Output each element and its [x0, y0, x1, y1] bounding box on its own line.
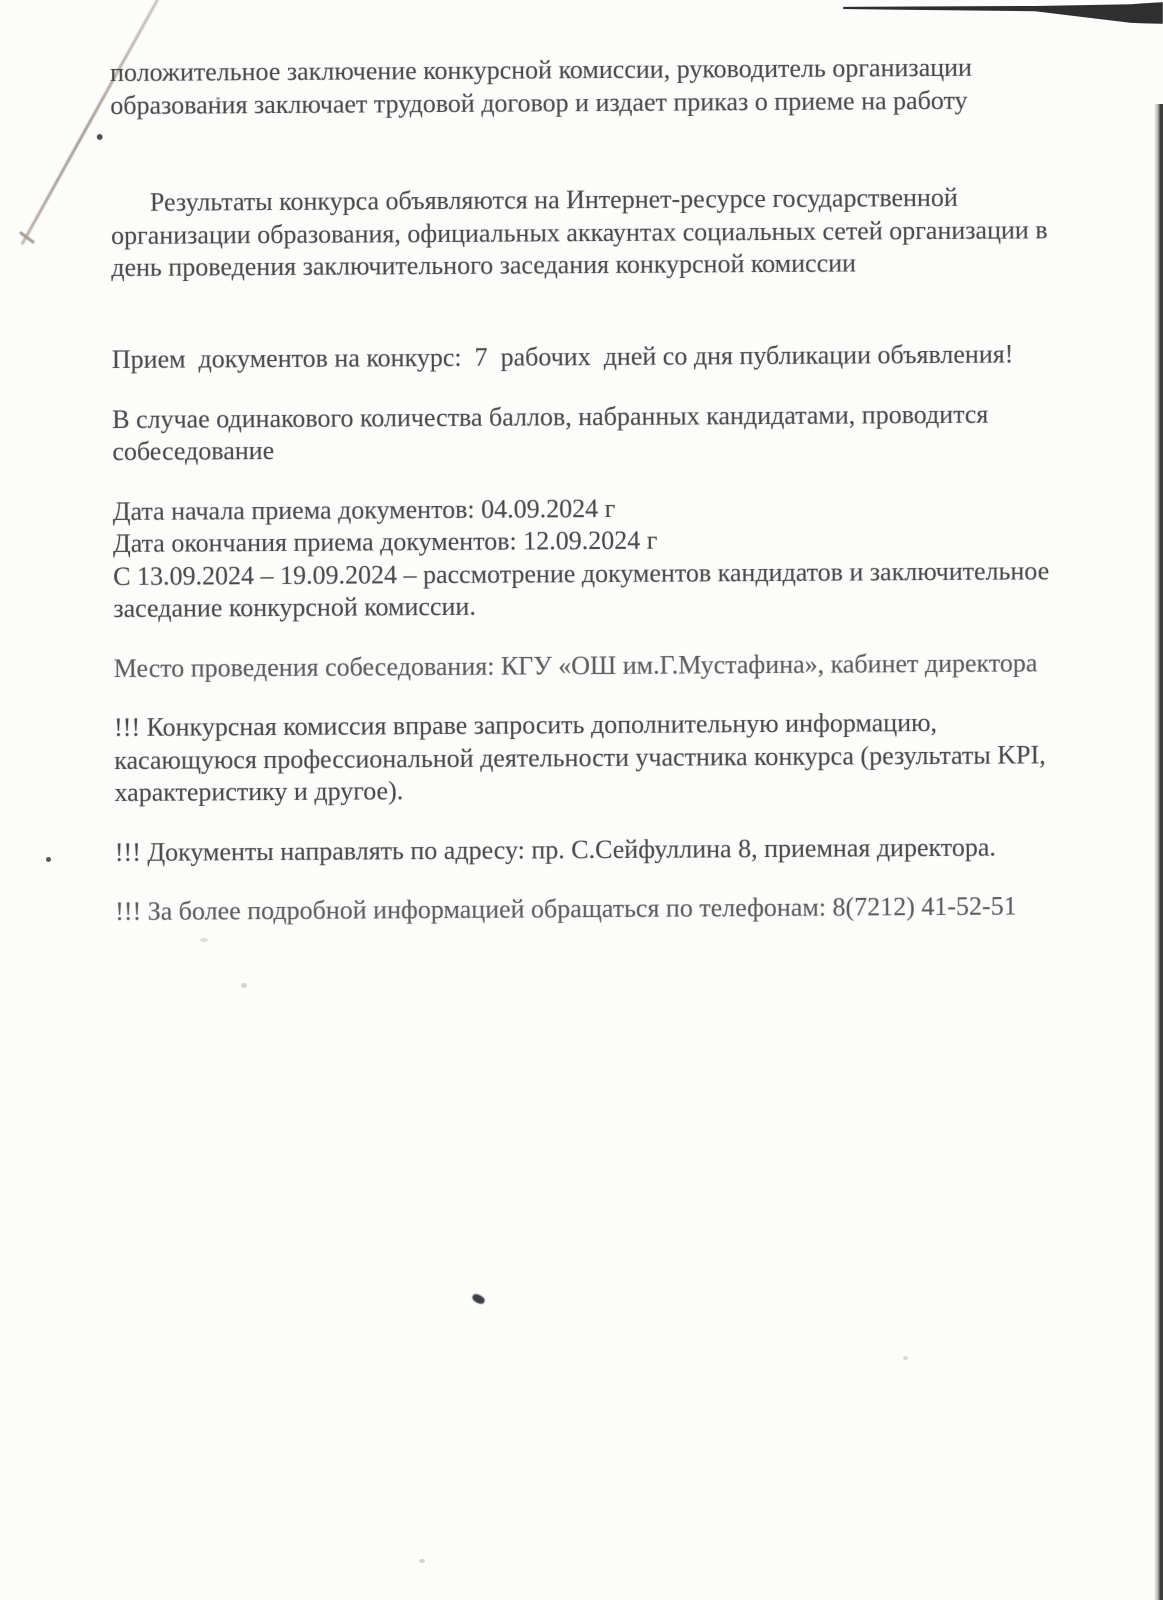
paragraph-hiring-conclusion: положительное заключение конкурсной комиссии, руководитель организации образования заключает трудовой договор и издает приказ о приеме на работу [110, 52, 973, 120]
paragraph-documents-address: !!! Документы направлять по адресу: пр. С.Сейфуллина 8, приемная директора. [114, 832, 996, 867]
paragraph-results-announcement [95, 116, 1123, 317]
scan-edge-strip-right [1154, 104, 1163, 1600]
scan-edge-streak-top-right [843, 2, 1163, 24]
paragraph-submission-period: Прием документов на конкурс: 7 рабочих дней со дня публикации объявления! [111, 339, 1014, 374]
paragraph-additional-info-request: !!! Конкурсная комиссия вправе запросить дополнительную информацию, касающуюся профессиональной деятельности участника конкурса (результаты KPI, характеристику и другое). [114, 707, 1046, 807]
scan-speck [46, 857, 51, 862]
paragraph-results-announcement-text: Результаты конкурса объявляются на Интернет-ресурсе государственной организации образования, официальных аккаунтах социальных сетей организации в день проведения заключительного заседания конкурсной комиссии [110, 182, 1048, 282]
paragraph-key-dates: Дата начала приема документов: 04.09.2024 г Дата окончания приема документов: 12.09.2024 г С 13.09.2024 – 19.09.2024 – рассмотрение документов кандидатов и заключительное заседание конкурсной комиссии. [112, 493, 1050, 623]
paragraph-tie-breaker-interview: В случае одинакового количества баллов, набранных кандидатами, проводится собеседование [112, 399, 989, 466]
scan-speck [471, 1292, 486, 1305]
scan-speck [903, 1356, 908, 1360]
paragraph-contact-phone: !!! За более подробной информацией обращаться по телефонам: 8(7212) 41-52-51 [115, 891, 1017, 926]
bullet-icon: • [95, 125, 104, 152]
document-content [95, 51, 1127, 956]
scan-speck [419, 1559, 425, 1563]
paragraph-interview-location: Место проведения собеседования: КГУ «ОШ им.Г.Мустафина», кабинет директора [113, 647, 1038, 683]
scan-speck [241, 983, 247, 988]
